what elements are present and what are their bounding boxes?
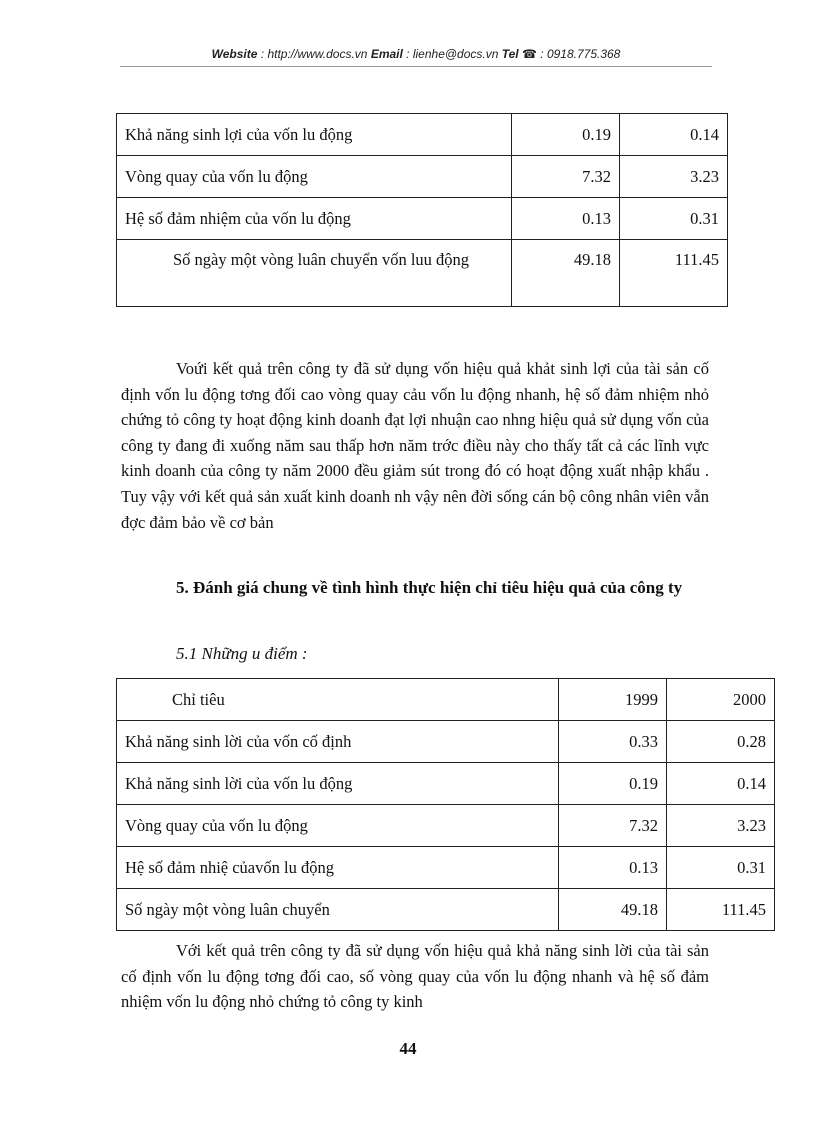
table-cell: 0.28: [667, 721, 775, 763]
table-cell: 0.14: [620, 114, 728, 156]
table-cell: 0.13: [512, 198, 620, 240]
email-value: : lienhe@docs.vn: [402, 47, 502, 61]
efficiency-summary-table: [116, 678, 775, 931]
table-cell: Số ngày một vòng luân chuyển vốn luu động: [117, 240, 512, 307]
table-row: [117, 198, 728, 240]
table-cell: 111.45: [667, 889, 775, 931]
table-row: [117, 114, 728, 156]
table-row: [117, 763, 775, 805]
paragraph-analysis: Voứi kết quả trên công ty đã sử dụng vốn hiệu quả khảt sinh lợi của tài sản cố định vốn lu động tơng đối cao vòng quay cảu vốn lu động nhanh, hệ số đảm nhiệm nhỏ chứng tỏ công ty hoạt động kinh doanh đạt lợi nhuận cao nhng hiệu quả sử dụng vốn của công ty đang đi xuống năm sau thấp hơn năm trớc điều này cho thấy tất cả các lĩnh vực kinh doanh của công ty năm 2000 đều giảm sút trong đó có hoạt động xuất nhập khẩu . Tuy vậy với kết quả sản xuất kinh doanh nh vậy nên đời sống cán bộ công nhân viên vẫn đợc đảm bảo về cơ bản: [121, 359, 709, 532]
table-header-cell: 2000: [667, 679, 775, 721]
table-cell: 7.32: [559, 805, 667, 847]
table-row: [117, 805, 775, 847]
table-cell: 7.32: [512, 156, 620, 198]
table-header-cell: 1999: [559, 679, 667, 721]
table-cell: Vòng quay của vốn lu động: [117, 156, 512, 198]
table-cell: 0.31: [667, 847, 775, 889]
table-row: [117, 240, 728, 307]
page-header: [120, 47, 712, 61]
subsection-heading: 5.1 Những u điểm :: [176, 644, 308, 663]
table-cell: 3.23: [620, 156, 728, 198]
table-row: [117, 721, 775, 763]
table-row: [117, 847, 775, 889]
website-value: : http://www.docs.vn: [257, 47, 371, 61]
table-cell: Khả năng sinh lời của vốn cố định: [117, 721, 559, 763]
table-cell: 0.31: [620, 198, 728, 240]
table-cell: 0.14: [667, 763, 775, 805]
table-cell: 0.19: [559, 763, 667, 805]
header-divider: [120, 66, 712, 67]
section-heading: 5. Đánh giá chung về tình hình thực hiện chỉ tiêu hiệu quả của công ty: [176, 578, 683, 597]
table-cell: 111.45: [620, 240, 728, 307]
table-cell: Vòng quay của vốn lu động: [117, 805, 559, 847]
table-header-cell: Chỉ tiêu: [117, 679, 559, 721]
table-row: [117, 889, 775, 931]
page-number: 44: [399, 1039, 417, 1058]
table-cell: Khả năng sinh lời của vốn lu động: [117, 763, 559, 805]
table-cell: 49.18: [512, 240, 620, 307]
tel-label: Tel ☎: [501, 47, 537, 61]
table-row: [117, 156, 728, 198]
table-cell: Số ngày một vòng luân chuyển: [117, 889, 559, 931]
paragraph-conclusion: Với kết quả trên công ty đã sử dụng vốn hiệu quả khả năng sinh lời của tài sản cố định vốn lu động tơng đối cao, số vòng quay của vốn lu động nhanh và hệ số đảm nhiệm vốn lu động nhỏ chứng tỏ công ty kinh: [121, 941, 709, 1012]
table-cell: 0.13: [559, 847, 667, 889]
table-cell: Hệ số đảm nhiệm của vốn lu động: [117, 198, 512, 240]
website-label: Website: [211, 47, 258, 61]
table-cell: 3.23: [667, 805, 775, 847]
tel-value: : 0918.775.368: [536, 47, 621, 61]
table-cell: 49.18: [559, 889, 667, 931]
table-cell: 0.19: [512, 114, 620, 156]
table-cell: 0.33: [559, 721, 667, 763]
table-cell: Khả năng sinh lợi của vốn lu động: [117, 114, 512, 156]
email-label: Email: [370, 47, 403, 61]
table-header-row: [117, 679, 775, 721]
table-cell: Hệ số đảm nhiệ củavốn lu động: [117, 847, 559, 889]
efficiency-table-continued: [116, 113, 728, 307]
